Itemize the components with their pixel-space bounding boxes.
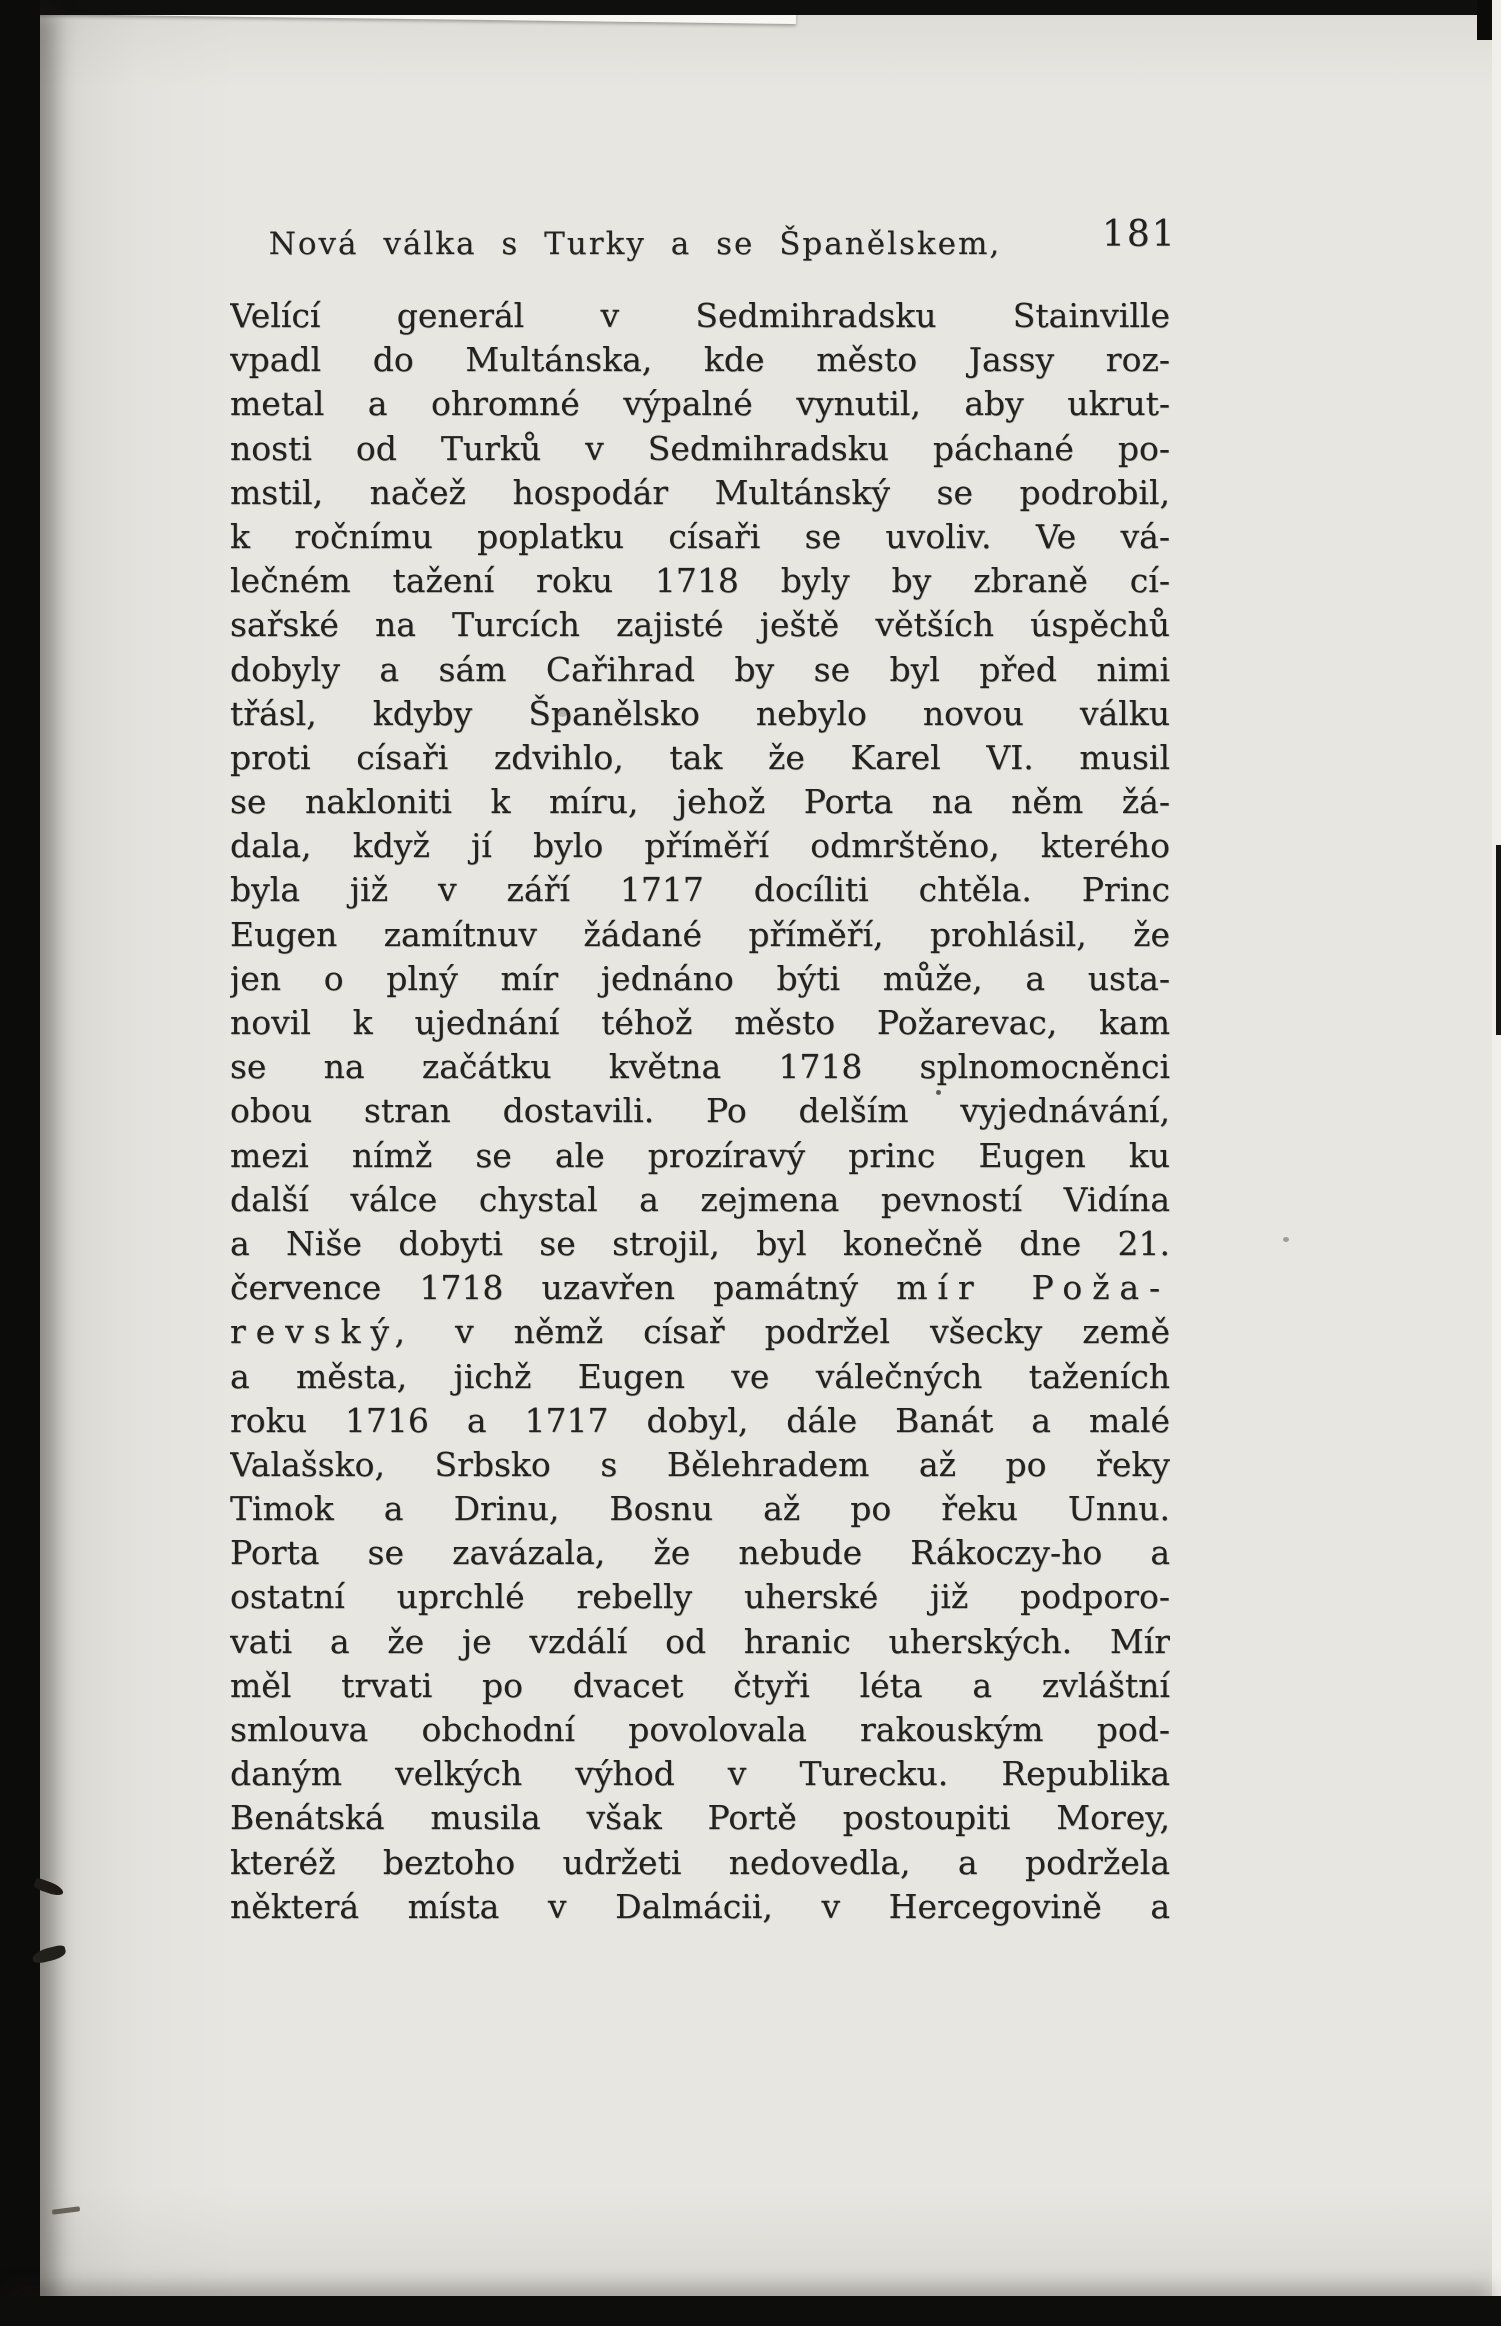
text-line [230,824,1170,868]
body-text [230,294,1170,1929]
text-segment: července 1718 uzavřen památný [230,1268,897,1308]
right-edge-mark [1496,845,1501,1035]
scan-edge-bottom [0,2296,1501,2326]
text-segment: smlouva obchodní povolovala rakouským pod- [230,1710,1170,1749]
text-line [230,1620,1170,1664]
chapter-header-title: Nová válka s Turky a se Španělskem, [268,226,1002,262]
text-line [230,913,1170,957]
text-segment: metal a ohromné výpalné vynutil, aby ukrut- [230,384,1170,424]
text-segment: se na začátku května 1718 splnomocněnci [230,1047,1170,1087]
text-line [230,471,1170,515]
text-segment: třásl, kdyby Španělsko nebylo novou válku [230,693,1170,733]
text-line [230,1222,1170,1266]
text-segment: roku 1716 a 1717 dobyl, dále Banát a malé [230,1400,1170,1440]
text-line [230,1266,1170,1310]
text-line [230,603,1170,647]
text-line [230,736,1170,780]
text-segment: kteréž beztoho udržeti nedovedla, a podržela [230,1842,1170,1882]
text-segment: Benátská musila však Portě postoupiti Morey, [230,1798,1170,1838]
text-segment: Timok a Drinu, Bosnu až po řeku Unnu. [230,1489,1170,1529]
scan-edge-right [1492,0,1501,2326]
emphasized-text: mír Poža- [896,1268,1170,1308]
text-segment: sařské na Turcích zajisté ještě větších úspěchů [230,605,1170,645]
text-segment: dala, když jí bylo příměří odmrštěno, kterého [230,826,1170,866]
text-line [230,1841,1170,1885]
text-line [230,957,1170,1001]
text-line [230,382,1170,426]
ink-dash-mark [52,2206,80,2214]
running-header [230,214,1177,268]
text-line [230,1796,1170,1840]
text-segment: a města, jichž Eugen ve válečných taženích [230,1356,1170,1396]
text-segment: dobyly a sám Cařihrad by se byl před nimi [230,649,1170,689]
text-line [230,1089,1170,1133]
scan-edge-top [0,0,1501,15]
text-segment: v němž císař podržel všecky země [414,1312,1170,1352]
text-line [230,868,1170,912]
text-segment: obou stran dostavili. Po delším vyjednávání, [230,1091,1170,1131]
text-line [230,1487,1170,1531]
text-line [230,692,1170,736]
text-line [230,1708,1170,1752]
text-line [230,648,1170,692]
text-line [230,338,1170,382]
text-line [230,1443,1170,1487]
text-segment: vati a že je vzdálí od hranic uherských. Mír [230,1621,1170,1661]
text-segment: ostatní uprchlé rebelly uherské již podporo- [230,1577,1170,1617]
text-line [230,427,1170,471]
text-line [230,780,1170,824]
text-line [230,1664,1170,1708]
text-line [230,1531,1170,1575]
text-segment: vpadl do Multánska, kde město Jassy roz- [230,340,1170,380]
text-line [230,1001,1170,1045]
text-line [230,559,1170,603]
text-line [230,1355,1170,1399]
text-segment: nosti od Turků v Sedmihradsku páchané po- [230,428,1170,468]
text-segment: lečném tažení roku 1718 byly by zbraně cí- [230,561,1170,601]
page-number: 181 [1102,214,1177,255]
text-segment: některá místa v Dalmácii, v Hercegovině a [230,1886,1170,1926]
text-segment: byla již v září 1717 docíliti chtěla. Princ [230,870,1170,910]
binding-edge-left [0,0,40,2326]
text-segment: a Niše dobyti se strojil, byl konečně dne 21. [230,1223,1170,1263]
text-line [230,1134,1170,1178]
text-segment: Eugen zamítnuv žádané příměří, prohlásil, že [230,914,1170,954]
text-segment: další válce chystal a zejmena pevností Vidína [230,1179,1170,1219]
text-segment: Porta se zavázala, že nebude Rákoczy-ho a [230,1533,1170,1573]
text-line [230,1575,1170,1619]
text-segment: novil k ujednání téhož město Požarevac, kam [230,1003,1170,1042]
text-line [230,1310,1170,1354]
text-segment: Velící generál v Sedmihradsku Stainville [230,296,1170,335]
text-segment: se nakloniti k míru, jehož Porta na něm žá- [230,782,1170,822]
text-segment: mezi nímž se ale prozíravý princ Eugen ku [230,1135,1170,1175]
text-segment: proti císaři zdvihlo, tak že Karel VI. musil [230,737,1170,777]
paper-speck [1283,1237,1289,1242]
text-line [230,1752,1170,1796]
text-segment: jen o plný mír jednáno býti může, a usta- [230,958,1170,998]
emphasized-text: revský, [230,1312,415,1352]
text-line [230,515,1170,559]
text-segment: mstil, načež hospodár Multánský se podrobil, [230,472,1170,512]
text-line [230,1178,1170,1222]
text-line [230,1399,1170,1443]
text-segment: měl trvati po dvacet čtyři léta a zvláštní [230,1665,1170,1705]
text-segment: k ročnímu poplatku císaři se uvoliv. Ve vá- [230,516,1170,556]
text-segment: Valašsko, Srbsko s Bělehradem až po řeky [230,1444,1170,1484]
text-line [230,294,1170,338]
text-line [230,1885,1170,1929]
text-segment: daným velkých výhod v Turecku. Republika [230,1754,1170,1794]
text-line [230,1045,1170,1089]
